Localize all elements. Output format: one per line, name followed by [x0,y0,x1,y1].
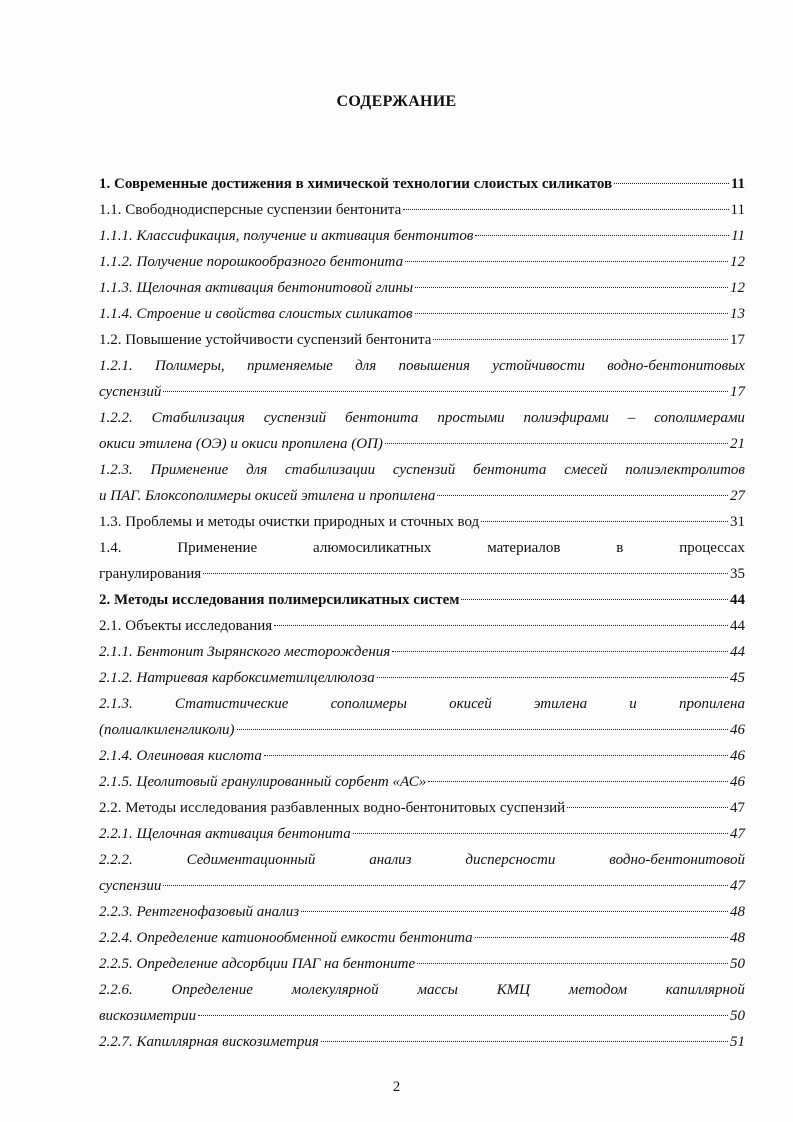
toc-entry[interactable] [99,353,745,405]
toc-entry-title: 2.1.5. Цеолитовый гранулированный сорбент «АС» [99,774,427,790]
toc-entry[interactable] [99,613,745,639]
toc-entry-page: 50 [730,1008,745,1024]
toc-entry-title: 2.2.1. Щелочная активация бентонита [99,826,351,842]
toc-word: суспензий [263,410,327,426]
toc-word: 2.1.3. [99,696,133,712]
toc-entry-page: 46 [730,774,745,790]
toc-entry-first-line [99,847,745,873]
toc-entry-title: 1.1.3. Щелочная активация бентонитовой глины [99,280,413,296]
toc-word: Седиментационный [186,852,316,868]
dot-leader [475,937,728,938]
toc-entry-title: 2.1.2. Натриевая карбоксиметилцеллюлоза [99,670,375,686]
toc-entry-title: суспензии [99,878,162,894]
toc-word: – [627,410,636,426]
toc-entry-first-line [99,535,745,561]
toc-word: водно-бентонитовой [609,852,745,868]
dot-leader [377,677,728,678]
toc-entry-page: 48 [730,904,745,920]
toc-entry-page: 47 [730,826,745,842]
toc-word: 2.2.6. [99,982,133,998]
toc-entry[interactable] [99,457,745,509]
toc-entry-title: 2.2.3. Рентгенофазовый анализ [99,904,300,920]
toc-entry-first-line [99,977,745,1003]
toc-entry[interactable] [99,327,745,353]
toc-word: применяемые [246,358,333,374]
toc-word: 1.2.3. [99,462,133,478]
dot-leader [475,235,729,236]
toc-word: Применение [150,462,229,478]
toc-entry-title: и ПАГ. Блоксополимеры окисей этилена и пропилена [99,488,436,504]
toc-entry[interactable] [99,795,745,821]
toc-word: для [355,358,377,374]
toc-entry[interactable] [99,223,745,249]
toc-word: 1.2.1. [99,358,133,374]
toc-word: массы [417,982,458,998]
toc-entry-page: 31 [730,514,745,530]
dot-leader [428,781,728,782]
toc-entry-page: 46 [730,748,745,764]
toc-word: устойчивости [492,358,585,374]
toc-word: суспензий [392,462,456,478]
dot-leader [481,521,728,522]
toc-entry-page: 35 [730,566,745,582]
toc-entry[interactable] [99,925,745,951]
toc-entry[interactable] [99,977,745,1029]
toc-entry[interactable] [99,301,745,327]
toc-word: Применение [177,540,258,556]
dot-leader [405,261,728,262]
dot-leader [163,391,728,392]
toc-entry[interactable] [99,405,745,457]
toc-entry-page: 11 [730,176,745,192]
toc-entry-title: 1.1.1. Классификация, получение и активация бентонитов [99,228,474,244]
dot-leader [415,313,728,314]
toc-entry-title: 1.2. Повышение устойчивости суспензий бентонита [99,332,432,348]
toc-entry-page: 47 [730,878,745,894]
dot-leader [301,911,728,912]
toc-word: полиэфирами [523,410,609,426]
toc-word: 1.2.2. [99,410,133,426]
toc-entry-page: 13 [730,306,745,322]
toc-entry-page: 17 [730,332,745,348]
toc-entry[interactable] [99,769,745,795]
toc-entry[interactable] [99,587,745,613]
toc-entry-page: 46 [730,722,745,738]
toc-entry[interactable] [99,275,745,301]
toc-entry-page: 48 [730,930,745,946]
dot-leader [417,963,728,964]
toc-entry-first-line [99,457,745,483]
dot-leader [264,755,728,756]
toc-entry-title: 2.2.7. Капиллярная вискозиметрия [99,1034,319,1050]
toc-word: бентонита [345,410,419,426]
toc-word: Определение [171,982,253,998]
toc-word: Стабилизация [151,410,245,426]
toc-entry-title: 2.2.4. Определение катионообменной емкости бентонита [99,930,473,946]
toc-entry-page: 44 [730,592,745,608]
toc-word: дисперсности [465,852,556,868]
toc-entry-title: 2.1.1. Бентонит Зырянского месторождения [99,644,391,660]
toc-entry[interactable] [99,743,745,769]
toc-word: Полимеры, [155,358,225,374]
toc-entry-page: 47 [730,800,745,816]
toc-word: КМЦ [496,982,530,998]
toc-entry-page: 17 [730,384,745,400]
page-title: СОДЕРЖАНИЕ [336,93,457,110]
toc-word: алюмосиликатных [313,540,432,556]
toc-word: стабилизации [284,462,376,478]
toc-word: окисей [449,696,492,712]
dot-leader [274,625,728,626]
dot-leader [437,495,728,496]
toc-entry[interactable] [99,665,745,691]
toc-word: процессах [679,540,745,556]
dot-leader [433,339,728,340]
toc-entry[interactable] [99,951,745,977]
toc-entry[interactable] [99,691,745,743]
dot-leader [321,1041,728,1042]
toc-entry-page: 27 [730,488,745,504]
toc-entry-title: 1.1. Свободнодисперсные суспензии бентонита [99,202,402,218]
toc-word: анализ [369,852,412,868]
toc-word: водно-бентонитовых [607,358,745,374]
toc-word: материалов [487,540,561,556]
toc-word: повышения [398,358,471,374]
dot-leader [237,729,728,730]
toc-entry-page: 44 [730,618,745,634]
toc-entry[interactable] [99,639,745,665]
toc-entry[interactable] [99,1029,745,1055]
toc-word: смесей [564,462,608,478]
toc-entry-title: 1.1.4. Строение и свойства слоистых силикатов [99,306,413,322]
toc-entry-title: 2. Методы исследования полимерсиликатных систем [99,592,460,608]
dot-leader [567,807,728,808]
dot-leader [415,287,728,288]
toc-word: методом [568,982,628,998]
toc-word: капиллярной [665,982,745,998]
toc-entry-page: 51 [730,1034,745,1050]
toc-entry[interactable] [99,821,745,847]
toc-entry-title: 2.1.4. Олеиновая кислота [99,748,262,764]
toc-entry-page: 21 [730,436,745,452]
toc-entry[interactable] [99,171,745,197]
toc-word: этилена [533,696,588,712]
toc-entry-page: 50 [730,956,745,972]
toc-entry-title: (полиалкиленгликоли) [99,722,235,738]
toc-word: 1.4. [99,540,122,556]
dot-leader [392,651,728,652]
toc-word: бентонита [472,462,547,478]
toc-word: в [616,540,624,556]
toc-word: простыми [437,410,505,426]
toc-word: для [246,462,268,478]
toc-entry-title: суспензий [99,384,162,400]
toc-entry[interactable] [99,197,745,223]
toc-entry-title: вискозиметрии [99,1008,197,1024]
toc-entry[interactable] [99,899,745,925]
dot-leader [614,183,729,184]
toc-entry-title: 1. Современные достижения в химической технологии слоистых силикатов [99,176,613,192]
toc-entry-page: 45 [730,670,745,686]
toc-word: молекулярной [291,982,379,998]
dot-leader [198,1015,728,1016]
toc-word: сополимеры [330,696,407,712]
toc-entry-title: 2.1. Объекты исследования [99,618,273,634]
toc-entry-page: 11 [730,202,745,218]
toc-entry-first-line [99,353,745,379]
toc-entry-page: 44 [730,644,745,660]
toc-word: Статистические [174,696,289,712]
dot-leader [203,573,728,574]
toc-word: пропилена [678,696,745,712]
toc-entry-first-line [99,405,745,431]
toc-entry-title: 2.2. Методы исследования разбавленных водно-бентонитовых суспензий [99,800,566,816]
toc-word: и [629,696,637,712]
toc-entry-title: окиси этилена (ОЭ) и окиси пропилена (ОП) [99,436,383,452]
toc-entry-title: 1.1.2. Получение порошкообразного бентонита [99,254,404,270]
toc-entry[interactable] [99,847,745,899]
toc-entry-first-line [99,691,745,717]
dot-leader [163,885,728,886]
toc-word: 2.2.2. [99,852,133,868]
toc-entry[interactable] [99,535,745,587]
page-number: 2 [392,1079,401,1095]
dot-leader [353,833,728,834]
toc-entry-title: 1.3. Проблемы и методы очистки природных и сточных вод [99,514,480,530]
toc-entry[interactable] [99,249,745,275]
toc-entry-page: 11 [731,228,745,244]
toc-entry[interactable] [99,509,745,535]
toc-entry-page: 12 [730,254,745,270]
table-of-contents [99,171,745,1055]
toc-entry-page: 12 [730,280,745,296]
dot-leader [403,209,728,210]
toc-word: полиэлектролитов [625,462,745,478]
toc-entry-title: 2.2.5. Определение адсорбции ПАГ на бентоните [99,956,416,972]
dot-leader [385,443,728,444]
toc-word: сополимерами [654,410,745,426]
toc-entry-title: гранулирования [99,566,202,582]
dot-leader [461,599,728,600]
